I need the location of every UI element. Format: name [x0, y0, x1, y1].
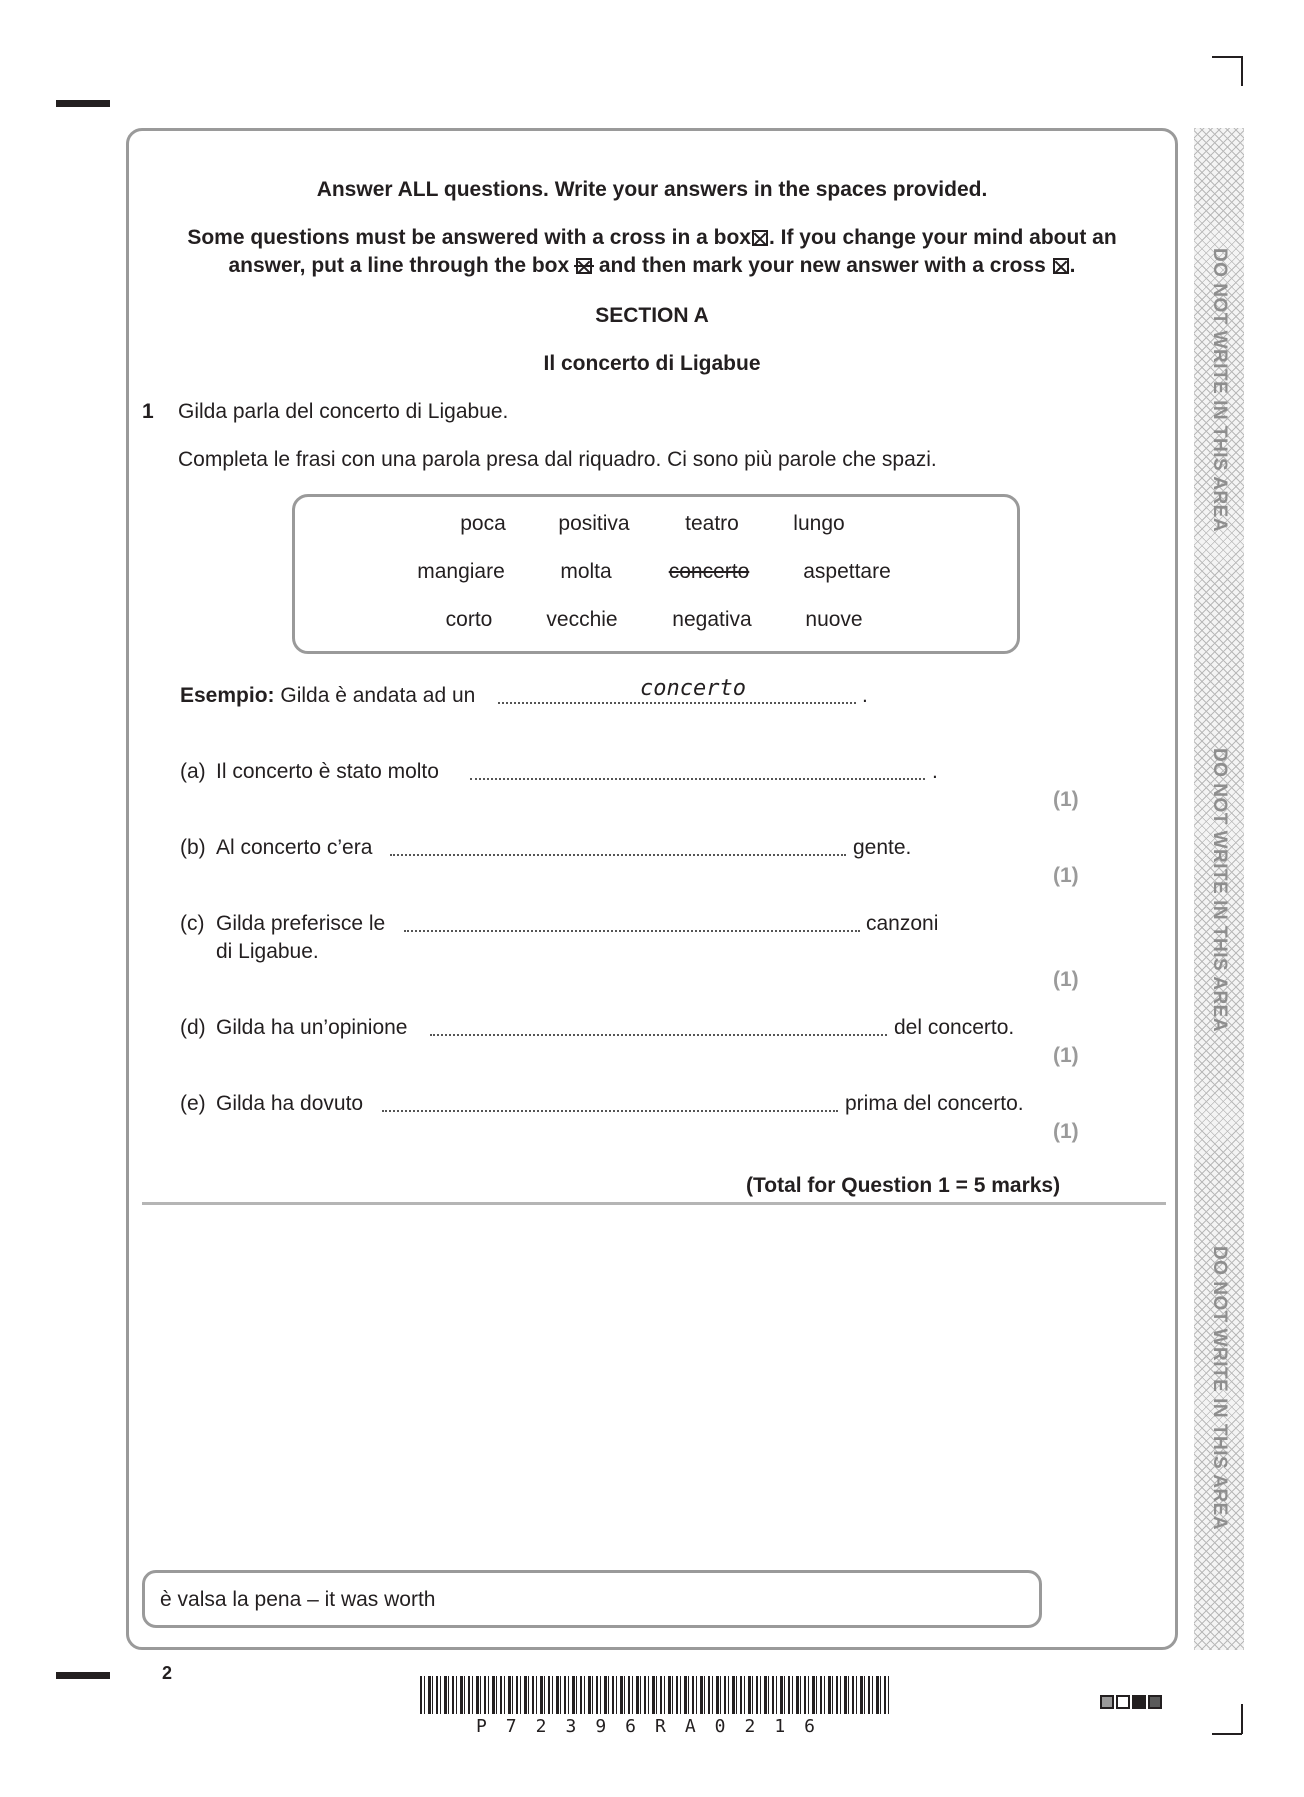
item-e-letter: (e)	[180, 1092, 206, 1115]
question-separator	[142, 1202, 1166, 1205]
word-concerto-crossed: concerto	[668, 560, 750, 583]
item-e-before: Gilda ha dovuto	[216, 1092, 364, 1115]
registration-square-4	[1148, 1695, 1162, 1709]
item-e-after: prima del concerto.	[845, 1092, 1024, 1115]
item-b-before: Al concerto c’era	[216, 836, 373, 859]
word-positiva: positiva	[558, 512, 630, 535]
item-d-after: del concerto.	[894, 1016, 1015, 1039]
item-b-letter: (b)	[180, 836, 206, 859]
word-poca: poca	[460, 512, 506, 535]
word-aspettare: aspettare	[803, 560, 891, 583]
example-line	[180, 684, 475, 708]
word-nuove: nuove	[805, 608, 863, 631]
item-a-answer-line[interactable]	[470, 778, 925, 780]
item-d-answer-line[interactable]	[430, 1034, 887, 1036]
side-warning-2: DO NOT WRITE IN THIS AREA	[1209, 747, 1230, 1033]
instruction-line-3b: and then mark your new answer with a cross	[598, 254, 1046, 277]
item-e-marks: (1)	[1053, 1120, 1079, 1143]
margin-tab-bottom	[56, 1672, 110, 1679]
item-b-marks: (1)	[1053, 864, 1079, 887]
item-d-marks: (1)	[1053, 1044, 1079, 1067]
side-warning-3: DO NOT WRITE IN THIS AREA	[1209, 1245, 1230, 1531]
item-a-before: Il concerto è stato molto	[216, 760, 439, 783]
registration-square-1	[1100, 1695, 1114, 1709]
instruction-line-3c: .	[1069, 254, 1076, 277]
item-a-marks: (1)	[1053, 788, 1079, 811]
registration-square-2	[1116, 1695, 1130, 1709]
item-c-answer-line[interactable]	[404, 930, 860, 932]
item-b-after: gente.	[853, 836, 912, 859]
question-intro: Gilda parla del concerto di Ligabue.	[178, 400, 509, 423]
item-c-marks: (1)	[1053, 968, 1079, 991]
instruction-line-2a: Some questions must be answered with a cross in a box	[187, 226, 751, 249]
item-a-letter: (a)	[180, 760, 206, 783]
section-title: SECTION A	[595, 304, 709, 327]
example-end: .	[862, 684, 868, 707]
item-c-before: Gilda preferisce le	[216, 912, 386, 935]
item-c-letter: (c)	[180, 912, 205, 935]
struck-cross-box-icon	[576, 258, 592, 274]
instruction-line-2b: . If you change your mind about an	[768, 226, 1117, 249]
barcode-text: P72396RA0216	[475, 1716, 835, 1737]
instruction-line-2	[126, 224, 1178, 252]
crop-mark-top-v	[1241, 56, 1243, 86]
question-task: Completa le frasi con una parola presa dal riquadro. Ci sono più parole che spazi.	[178, 448, 937, 471]
word-vecchie: vecchie	[546, 608, 618, 631]
instruction-line-1: Answer ALL questions. Write your answers in the spaces provided.	[316, 178, 988, 201]
cross-box-icon	[1053, 258, 1069, 274]
word-teatro: teatro	[685, 512, 739, 535]
crop-mark-top-h	[1212, 56, 1242, 58]
example-answer-line	[498, 702, 856, 704]
crop-mark-bottom-v	[1241, 1704, 1243, 1734]
word-negativa: negativa	[672, 608, 752, 631]
section-subtitle: Il concerto di Ligabue	[543, 352, 761, 375]
example-text: Gilda è andata ad un	[280, 684, 476, 707]
item-b-answer-line[interactable]	[390, 854, 846, 856]
word-lungo: lungo	[793, 512, 845, 535]
word-molta: molta	[560, 560, 612, 583]
item-d-before: Gilda ha un’opinione	[216, 1016, 408, 1039]
item-c-continuation: di Ligabue.	[216, 940, 319, 963]
glossary-text: è valsa la pena – it was worth	[160, 1588, 436, 1611]
example-label: Esempio:	[180, 684, 275, 707]
item-e-answer-line[interactable]	[382, 1110, 838, 1112]
margin-tab-top	[56, 100, 110, 107]
instruction-line-3	[126, 252, 1178, 280]
question-total: (Total for Question 1 = 5 marks)	[746, 1174, 1061, 1197]
crop-mark-bottom-h	[1212, 1733, 1242, 1735]
word-mangiare: mangiare	[417, 560, 505, 583]
item-d-letter: (d)	[180, 1016, 206, 1039]
item-c-after: canzoni	[866, 912, 939, 935]
page-number: 2	[162, 1663, 173, 1683]
word-corto: corto	[445, 608, 493, 631]
instruction-line-3a: answer, put a line through the box	[228, 254, 570, 277]
item-a-after: .	[932, 760, 938, 783]
word-box	[292, 494, 1020, 654]
barcode	[420, 1676, 890, 1714]
example-answer: concerto	[640, 676, 746, 701]
side-warning-1: DO NOT WRITE IN THIS AREA	[1209, 247, 1230, 533]
cross-box-icon	[752, 230, 768, 246]
registration-square-3	[1132, 1695, 1146, 1709]
question-number: 1	[142, 400, 154, 423]
